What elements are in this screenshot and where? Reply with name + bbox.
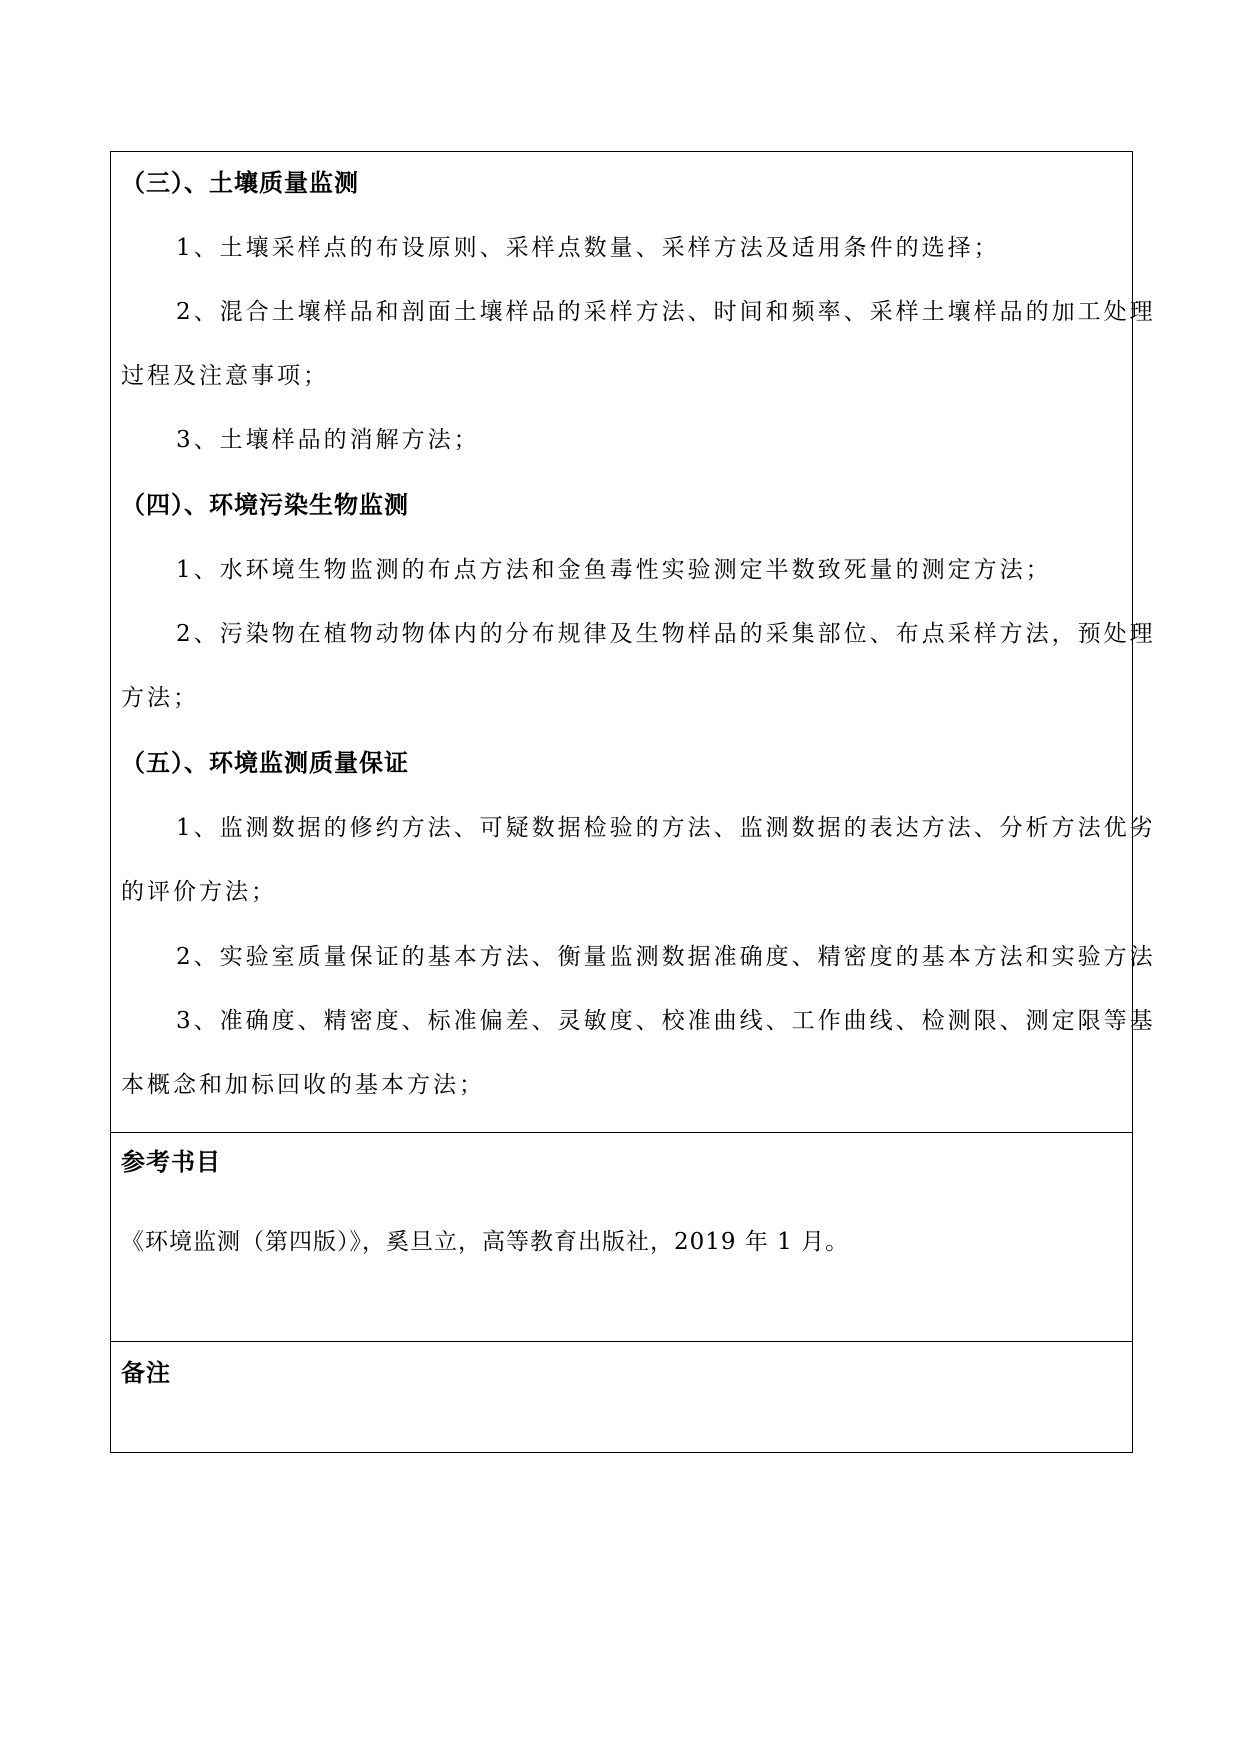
section-5-item: 3、准确度、精密度、标准偏差、灵敏度、校准曲线、工作曲线、检测限、测定限等基 <box>176 1008 1156 1034</box>
section-4-item: 1、水环境生物监测的布点方法和金鱼毒性实验测定半数致死量的测定方法； <box>176 557 1052 583</box>
syllabus-table <box>110 151 1156 1453</box>
section-3-item-continued: 过程及注意事项； <box>121 363 329 389</box>
section-4-item: 2、污染物在植物动物体内的分布规律及生物样品的采集部位、布点采样方法，预处理 <box>176 621 1156 647</box>
reference-entry: 《环境监测（第四版）》，奚旦立，高等教育出版社，2019 年 1 月。 <box>121 1229 850 1255</box>
references-heading: 参考书目 <box>121 1147 221 1176</box>
section-5-item: 2、实验室质量保证的基本方法、衡量监测数据准确度、精密度的基本方法和实验方法 <box>176 944 1156 970</box>
remarks-heading: 备注 <box>121 1358 171 1387</box>
section-5-heading: （五）、环境监测质量保证 <box>121 748 409 777</box>
section-3-item: 2、混合土壤样品和剖面土壤样品的采样方法、时间和频率、采样土壤样品的加工处理 <box>176 299 1156 325</box>
remarks-cell <box>111 1341 1132 1452</box>
section-4-item-continued: 方法； <box>121 685 199 711</box>
section-5-item-continued: 本概念和加标回收的基本方法； <box>121 1072 485 1098</box>
references-cell <box>111 1132 1132 1341</box>
section-5-item: 1、监测数据的修约方法、可疑数据检验的方法、监测数据的表达方法、分析方法优劣 <box>176 815 1156 841</box>
section-3-item: 3、土壤样品的消解方法； <box>176 427 480 453</box>
section-5-item-continued: 的评价方法； <box>121 879 277 905</box>
section-3-heading: （三）、土壤质量监测 <box>121 168 359 197</box>
syllabus-cell <box>111 152 1156 1132</box>
section-4-heading: （四）、环境污染生物监测 <box>121 490 409 519</box>
section-3-item: 1、土壤采样点的布设原则、采样点数量、采样方法及适用条件的选择； <box>176 235 1000 261</box>
